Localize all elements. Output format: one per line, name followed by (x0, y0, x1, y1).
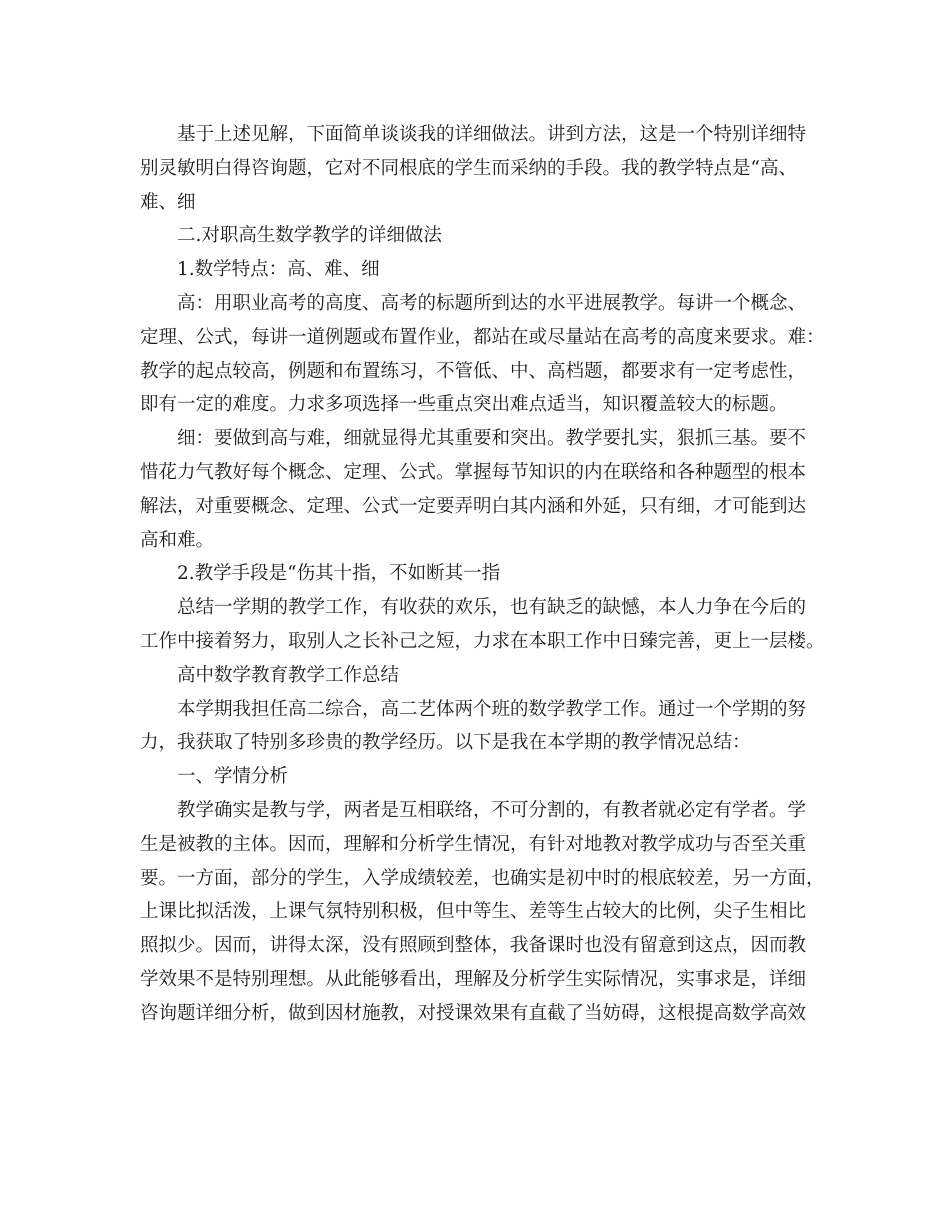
text-line: 基于上述见解，下面简单谈谈我的详细做法。讲到方法，这是一个特别详细特 (177, 124, 807, 145)
paragraph (140, 422, 830, 557)
text-line: 高中数学教育教学工作总结 (177, 664, 400, 686)
text-line: 上课比拟活泼，上课气氛特别积极，但中等生、差等生占较大的比例，尖子生相比 (140, 901, 807, 923)
text-line: 学效果不是特别理想。从此能够看出，理解及分析学生实际情况，实事求是，详细 (140, 968, 807, 990)
paragraph (140, 287, 830, 422)
paragraph (140, 557, 830, 591)
text-line: 本学期我担任高二综合，高二艺体两个班的数学教学工作。通过一个学期的努 (177, 698, 807, 720)
text-line: 总结一学期的教学工作，有收获的欢乐，也有缺乏的缺憾，本人力争在今后的 (177, 597, 807, 619)
document-body (140, 118, 830, 1031)
text-line: 即有一定的难度。力求多项选择一些重点突出难点适当，知识覆盖较大的标题。 (140, 394, 788, 416)
text-line: 生是被教的主体。因而，理解和分析学生情况，有针对地教对教学成功与否至关重 (140, 833, 807, 855)
text-line: 咨询题详细分析，做到因材施教，对授课效果有直截了当妨碍，这根提高数学高效 (140, 1002, 807, 1024)
text-line: 定理、公式，每讲一道例题或布置作业，都站在或尽量站在高考的高度来要求。难： (140, 326, 825, 348)
text-line: 高和难。 (140, 529, 215, 551)
text-line: 难、细 (140, 191, 196, 213)
paragraph (140, 591, 830, 659)
paragraph (140, 659, 830, 693)
text-line: 1.数学特点：高、难、细 (177, 259, 380, 281)
paragraph (140, 794, 830, 1031)
text-line: 教学的起点较高，例题和布置练习，不管低、中、高档题，都要求有一定考虑性， (140, 360, 807, 382)
paragraph (140, 253, 830, 287)
text-line: 要。一方面，部分的学生，入学成绩较差，也确实是初中时的根底较差，另一方面， (140, 867, 825, 889)
text-line: 二.对职高生数学教学的详细做法 (177, 225, 442, 247)
text-line: 力，我获取了特别多珍贵的教学经历。以下是我在本学期的教学情况总结： (140, 732, 751, 754)
paragraph (140, 118, 830, 219)
text-line: 惜花力气教好每个概念、定理、公式。掌握每节知识的内在联络和各种题型的根本 (140, 461, 807, 483)
text-line: 高：用职业高考的高度、高考的标题所到达的水平进展教学。每讲一个概念、 (177, 292, 807, 314)
text-line: 细：要做到高与难，细就显得尤其重要和突出。教学要扎实，狠抓三基。要不 (177, 428, 807, 450)
text-line: 解法，对重要概念、定理、公式一定要弄明白其内涵和外延，只有细，才可能到达 (140, 495, 807, 517)
text-line: 2.教学手段是“伤其十指，不如断其一指 (177, 563, 501, 585)
paragraph (140, 760, 830, 794)
text-line: 照拟少。因而，讲得太深，没有照顾到整体，我备课时也没有留意到这点，因而教 (140, 935, 807, 957)
text-line: 工作中接着努力，取别人之长补己之短，力求在本职工作中日臻完善，更上一层楼。 (140, 630, 825, 652)
text-line: 教学确实是教与学，两者是互相联络，不可分割的，有教者就必定有学者。学 (177, 799, 807, 821)
paragraph (140, 219, 830, 253)
text-line: 一、学情分析 (177, 766, 289, 788)
paragraph (140, 693, 830, 761)
text-line: 别灵敏明白得咨询题，它对不同根底的学生而采纳的手段。我的教学特点是“高、 (140, 157, 797, 179)
